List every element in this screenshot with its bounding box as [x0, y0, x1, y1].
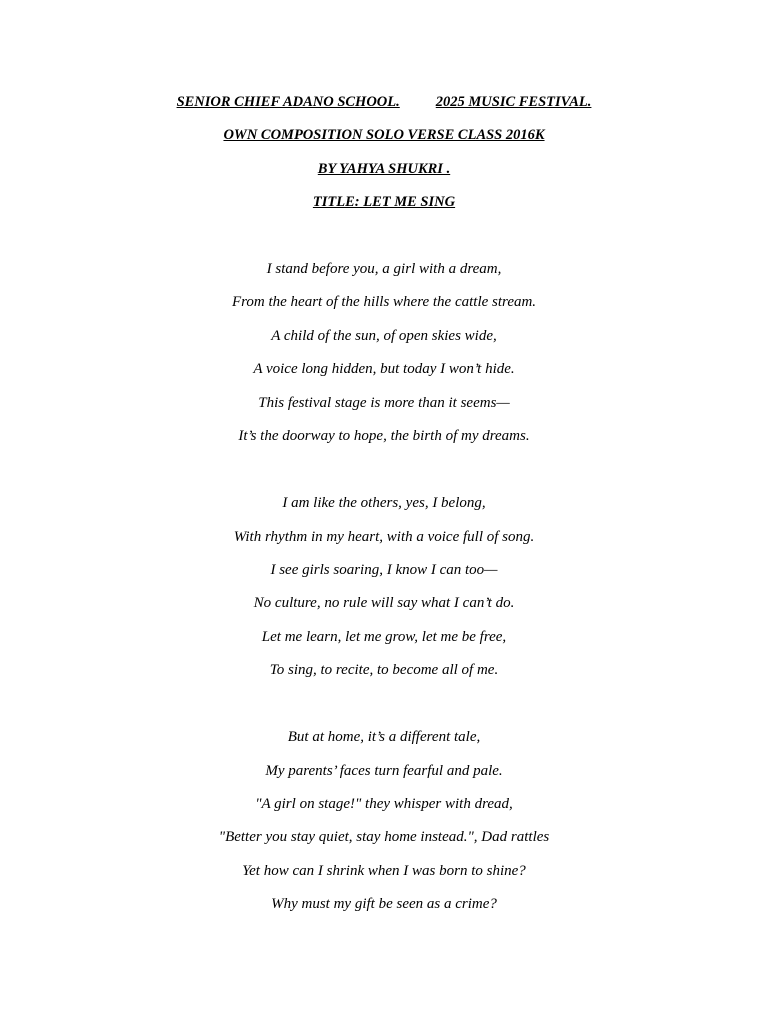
poem-line: This festival stage is more than it seems—	[258, 395, 510, 411]
poem-line: A voice long hidden, but today I won’t hide.	[253, 361, 515, 377]
poem-line: "A girl on stage!" they whisper with dread,	[255, 796, 513, 812]
poem-line: It’s the doorway to hope, the birth of my dreams.	[238, 428, 530, 444]
poem-line: To sing, to recite, to become all of me.	[269, 662, 499, 678]
poem-line: I see girls soaring, I know I can too—	[270, 562, 498, 578]
poem-line: "Better you stay quiet, stay home instead.", Dad rattles	[218, 829, 550, 845]
poem-line: My parents’ faces turn fearful and pale.	[265, 763, 503, 779]
poem-title: TITLE: LET ME SING	[312, 194, 456, 210]
poem-line: I am like the others, yes, I belong,	[282, 495, 486, 511]
poem-line: No culture, no rule will say what I can’t do.	[253, 595, 515, 611]
poem-line: Let me learn, let me grow, let me be free,	[261, 629, 507, 645]
poem-line: Why must my gift be seen as a crime?	[271, 896, 497, 912]
poem-line: A child of the sun, of open skies wide,	[271, 328, 497, 344]
poem-line: But at home, it’s a different tale,	[287, 729, 481, 745]
poem-line: Yet how can I shrink when I was born to shine?	[242, 863, 526, 879]
poem-line: From the heart of the hills where the cattle stream.	[231, 294, 537, 310]
poem-line: I stand before you, a girl with a dream,	[266, 261, 502, 277]
class-heading: OWN COMPOSITION SOLO VERSE CLASS 2016K	[223, 127, 545, 143]
school-name: SENIOR CHIEF ADANO SCHOOL.	[176, 94, 400, 110]
header-school-festival-line	[0, 93, 768, 111]
poem-line: With rhythm in my heart, with a voice full of song.	[233, 529, 535, 545]
festival-name: 2025 MUSIC FESTIVAL.	[435, 94, 592, 110]
author-heading: BY YAHYA SHUKRI .	[317, 161, 451, 177]
